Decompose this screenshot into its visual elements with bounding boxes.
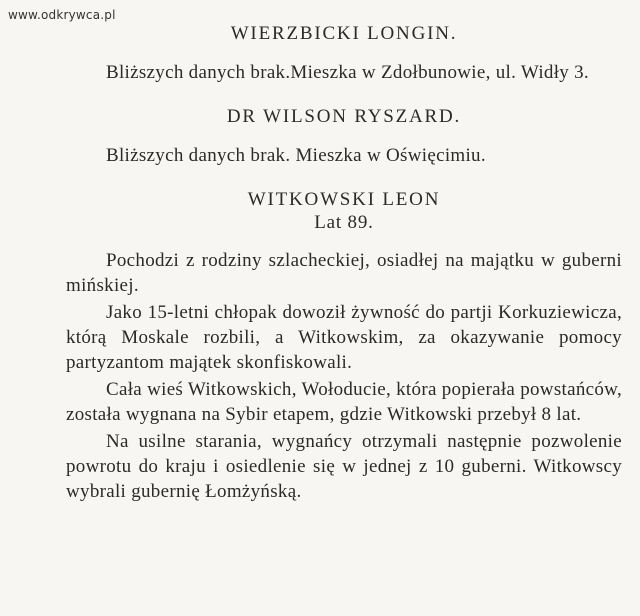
entry-paragraph: Bliższych danych brak.Mieszka w Zdołbunowie, ul. Widły 3. [106,62,589,83]
entry-paragraph: Bliższych danych brak. Mieszka w Oświęcimiu. [106,145,486,166]
entry-paragraph: Na usilne starania, wygnańcy otrzymali następnie pozwolenie powrotu do kraju i osiedlenie się w jednej z 10 guberni. Witkowscy wybrali gubernię Łomżyńską. [66,431,622,502]
entry-paragraph: Cała wieś Witkowskich, Wołoducie, która popierała powstańców, została wygnana na Sybir etapem, gdzie Witkowski przebył 8 lat. [66,379,622,425]
watermark-text: www.odkrywca.pl [8,8,116,22]
entry-paragraph: Pochodzi z rodziny szlacheckiej, osiadłej na majątku w guberni mińskiej. [66,250,622,296]
document-page [66,22,622,504]
entry-heading: WIERZBICKI LONGIN. [230,23,458,44]
entry-paragraph: Jako 15-letni chłopak dowoził żywność do partji Korkuziewicza, którą Moskale rozbili, a Witkowskim, za okazywanie pomocy partyzantom majątek skonfiskowali. [66,302,622,373]
entry-age: Lat 89. [314,212,374,233]
entry-heading: WITKOWSKI LEON [247,189,441,210]
entry-heading: DR WILSON RYSZARD. [226,106,462,127]
